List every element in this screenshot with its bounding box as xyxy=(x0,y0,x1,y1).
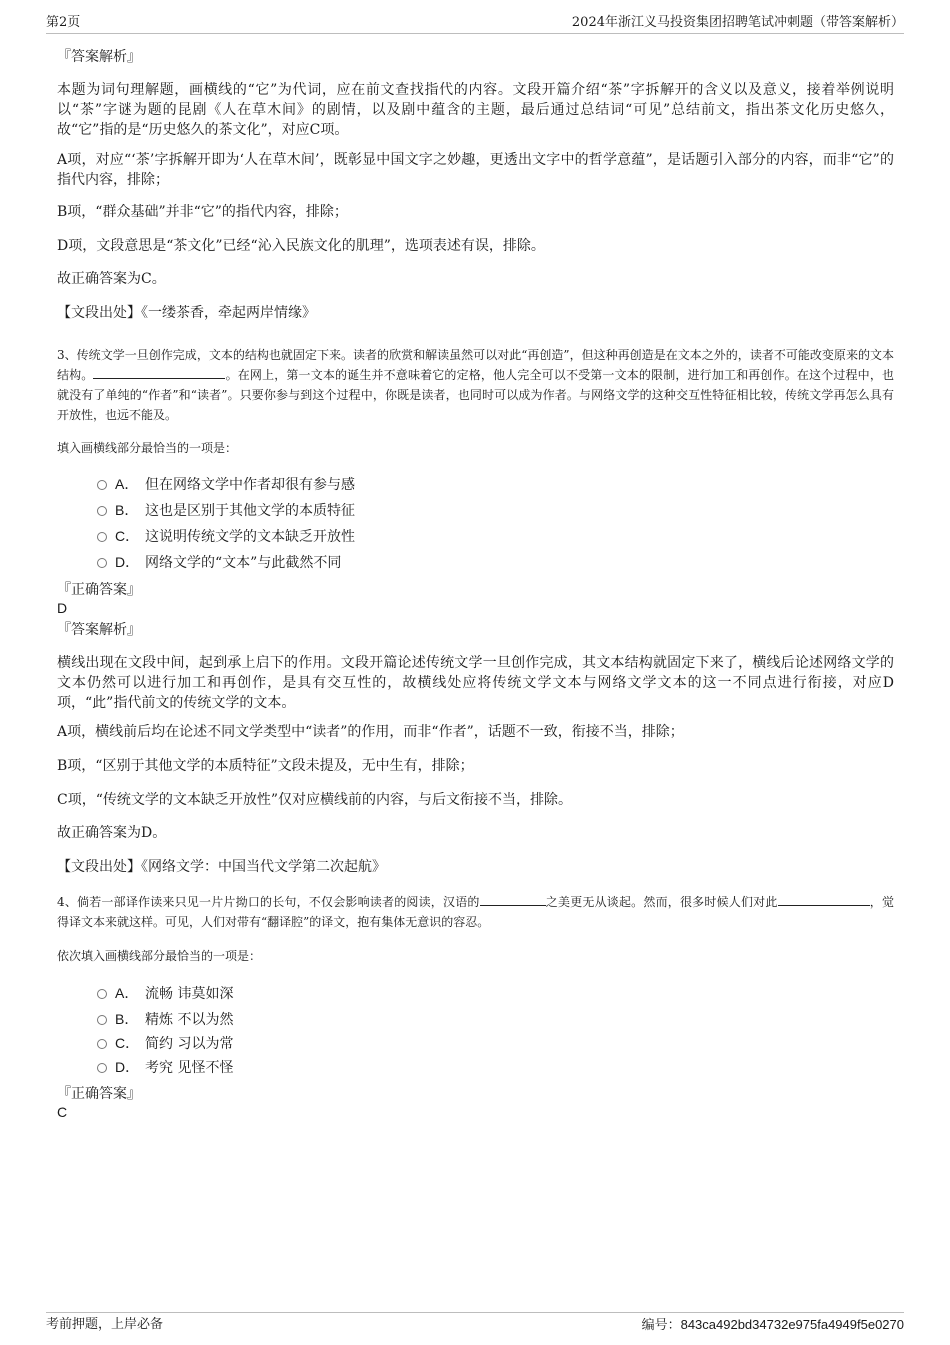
q4-blank-1 xyxy=(480,893,546,906)
q2-analysis-option-d: D项，文段意思是“茶文化”已经“沁入民族文化的肌理”，选项表述有误，排除。 xyxy=(57,238,545,254)
q3-analysis-option-a: A项，横线前后均在论述不同文学类型中“读者”的作用，而非“作者”，话题不一致，衔接不当，排除； xyxy=(57,724,684,740)
document-title: 2024年浙江义马投资集团招聘笔试冲刺题（带答案解析） xyxy=(571,15,904,30)
option-text: 精炼 不以为然 xyxy=(145,1012,234,1028)
option-text: 这也是区别于其他文学的本质特征 xyxy=(145,503,355,519)
option-letter: A． xyxy=(115,476,139,492)
option-letter: B． xyxy=(115,502,139,518)
option-text: 但在网络文学中作者却很有参与感 xyxy=(145,477,355,493)
radio-icon[interactable] xyxy=(97,506,107,516)
option-text: 网络文学的“文本”与此截然不同 xyxy=(145,555,342,571)
option-text: 这说明传统文学的文本缺乏开放性 xyxy=(145,529,355,545)
q3-option-b[interactable] xyxy=(97,500,355,521)
q4-stem-part3: ，觉得译文本来就这样。可见，人们对带有“翻译腔”的译文，抱有集体无意识的容忍。 xyxy=(57,895,894,929)
radio-icon[interactable] xyxy=(97,558,107,568)
q4-answer-label: 『正确答案』 xyxy=(57,1086,141,1102)
q4-answer: C xyxy=(57,1104,68,1120)
page-header xyxy=(46,14,904,34)
option-text: 简约 习以为常 xyxy=(145,1036,234,1052)
q3-analysis-option-c: C项，“传统文学的文本缺乏开放性”仅对应横线前的内容，与后文衔接不当，排除。 xyxy=(57,792,573,808)
option-text: 考究 见怪不怪 xyxy=(145,1060,234,1076)
option-letter: B． xyxy=(115,1011,139,1027)
q4-stem-part2: 之美更无从谈起。然而，很多时候人们对此 xyxy=(545,895,778,909)
q3-conclusion: 故正确答案为D。 xyxy=(57,825,167,841)
q4-option-a[interactable] xyxy=(97,983,233,1004)
q3-option-c[interactable] xyxy=(97,526,355,547)
q3-option-d[interactable] xyxy=(97,552,341,573)
footer-slogan: 考前押题，上岸必备 xyxy=(46,1317,164,1332)
option-text: 流畅 讳莫如深 xyxy=(145,986,234,1002)
q3-answer-label: 『正确答案』 xyxy=(57,582,141,598)
q3-option-a[interactable] xyxy=(97,474,355,495)
radio-icon[interactable] xyxy=(97,532,107,542)
option-letter: A． xyxy=(115,985,139,1001)
radio-icon[interactable] xyxy=(97,1063,107,1073)
q4-prompt: 依次填入画横线部分最恰当的一项是： xyxy=(57,949,262,963)
q2-source: 【文段出处】《一缕茶香，牵起两岸情缘》 xyxy=(57,305,316,321)
option-letter: C． xyxy=(115,1035,140,1051)
radio-icon[interactable] xyxy=(97,989,107,999)
q2-analysis-option-b: B项，“群众基础”并非“它”的指代内容，排除； xyxy=(57,204,348,220)
q3-prompt: 填入画横线部分最恰当的一项是： xyxy=(57,441,238,455)
q2-analysis-option-a: A项，对应“‘茶’字拆解开即为‘人在草木间’，既彰显中国文字之妙趣，更透出文字中的哲学意蕴”，是话题引入部分的内容，而非“它”的指代内容，排除； xyxy=(57,152,894,188)
q4-stem-part1: 4、倘若一部译作读来只见一片片拗口的长句，不仅会影响读者的阅读，汉语的 xyxy=(57,895,480,909)
q3-answer: D xyxy=(57,600,68,616)
footer-code-block xyxy=(642,1315,904,1336)
page-number: 第2页 xyxy=(46,15,81,30)
q3-analysis-main: 横线出现在文段中间，起到承上启下的作用。文段开篇论述传统文学一旦创作完成，其文本结构就固定下来了，横线后论述网络文学的文本仍然可以进行加工和再创作，是具有交互性的，故横线处应将传统文学文本与网络文学文本的这一不同点进行衔接，对应D项，“此”指代前文的传统文学的文本。 xyxy=(57,655,894,711)
q3-stem-part2: 。在网上，第一文本的诞生并不意味着它的定格，他人完全可以不受第一文本的限制，进行加工和再创作。在这个过程中，也就没有了单纯的“作者”和“读者”。只要你参与到这个过程中，你既是读者，也同时可以成为作者。与网络文学的这种交互性特征相比较，传统文学再怎么具有开放性，也远不能及。 xyxy=(57,368,894,422)
option-letter: D． xyxy=(115,554,140,570)
footer-code: 843ca492bd34732e975fa4949f5e0270 xyxy=(680,1317,904,1332)
q3-analysis-label: 『答案解析』 xyxy=(57,622,141,638)
q4-option-d[interactable] xyxy=(97,1057,233,1078)
option-letter: C． xyxy=(115,528,140,544)
footer-code-label: 编号： xyxy=(641,1318,681,1333)
q3-source: 【文段出处】《网络文学：中国当代文学第二次起航》 xyxy=(57,859,386,875)
q4-option-c[interactable] xyxy=(97,1033,233,1054)
q4-blank-2 xyxy=(778,893,870,906)
q4-option-b[interactable] xyxy=(97,1009,233,1030)
page-footer xyxy=(46,1312,904,1334)
q2-analysis-label: 『答案解析』 xyxy=(57,49,141,65)
q3-analysis-option-b: B项，“区别于其他文学的本质特征”文段未提及，无中生有，排除； xyxy=(57,758,474,774)
q3-blank xyxy=(93,366,225,379)
q3-stem-part1: 3、传统文学一旦创作完成，文本的结构也就固定下来。读者的欣赏和解读虽然可以对此“再创造”，但这种再创造是在文本之外的，读者不可能改变原来的文本结构。 xyxy=(57,348,894,382)
q3-stem xyxy=(57,345,894,425)
q2-analysis-main: 本题为词句理解题，画横线的“它”为代词，应在前文查找指代的内容。文段开篇介绍“茶”字拆解开的含义以及意义，接着举例说明以“茶”字谜为题的昆剧《人在草木间》的剧情，以及剧中蕴含的主题，最后通过总结词“可见”总结前文，指出茶文化历史悠久，故“它”指的是“历史悠久的茶文化”，对应C项。 xyxy=(57,82,894,138)
radio-icon[interactable] xyxy=(97,480,107,490)
radio-icon[interactable] xyxy=(97,1039,107,1049)
radio-icon[interactable] xyxy=(97,1015,107,1025)
q4-stem xyxy=(57,892,894,932)
q2-conclusion: 故正确答案为C。 xyxy=(57,271,166,287)
option-letter: D． xyxy=(115,1059,140,1075)
